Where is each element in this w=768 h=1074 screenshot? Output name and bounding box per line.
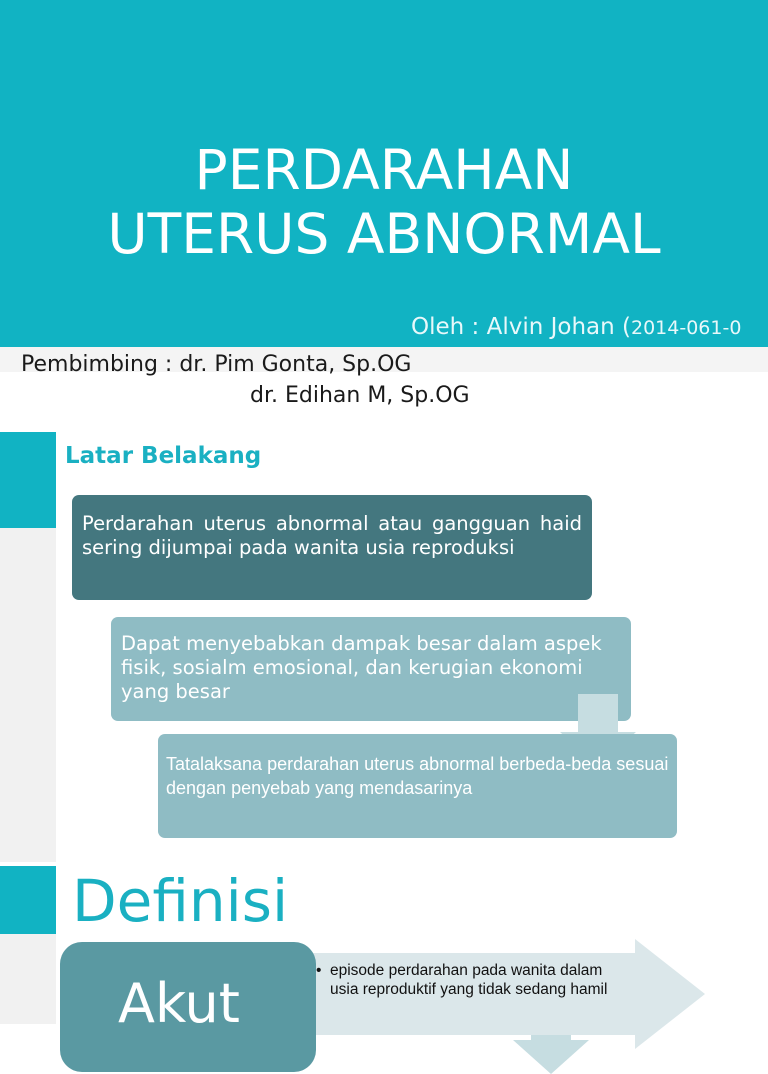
section-heading: Latar Belakang	[65, 443, 262, 469]
author-name: Oleh : Alvin Johan (	[411, 314, 631, 340]
author-id: 2014-061-0	[631, 317, 742, 339]
supervisor-line-1: Pembimbing : dr. Pim Gonta, Sp.OG	[21, 352, 412, 377]
background-slide	[0, 432, 768, 862]
process-step-2: Dapat menyebabkan dampak besar dalam aspek fisik, sosialm emosional, dan kerugian ekonomi yang besar	[111, 617, 631, 721]
presentation-title	[0, 138, 768, 266]
definition-slide	[0, 866, 768, 1035]
category-label: Akut	[118, 972, 240, 1035]
title-line-2: UTERUS ABNORMAL	[107, 202, 661, 266]
bullet-point-icon: •	[316, 962, 322, 979]
process-step-1: Perdarahan uterus abnormal atau gangguan haid sering dijumpai pada wanita usia reproduksi	[72, 495, 592, 600]
title-slide	[0, 0, 768, 408]
author-line	[411, 314, 741, 340]
slide-accent-block	[0, 866, 56, 934]
title-banner	[0, 0, 768, 347]
slide-accent-block	[0, 432, 56, 528]
supervisor-line-2: dr. Edihan M, Sp.OG	[250, 383, 470, 408]
bullet-text: episode perdarahan pada wanita dalam usia reproduktif yang tidak sedang hamil	[330, 962, 608, 998]
title-line-1: PERDARAHAN	[194, 138, 574, 202]
definition-bullet	[316, 961, 616, 999]
section-heading: Definisi	[72, 867, 289, 935]
process-step-3: Tatalaksana perdarahan uterus abnormal berbeda-beda sesuai dengan penyebab yang mendasarinya	[158, 734, 677, 838]
